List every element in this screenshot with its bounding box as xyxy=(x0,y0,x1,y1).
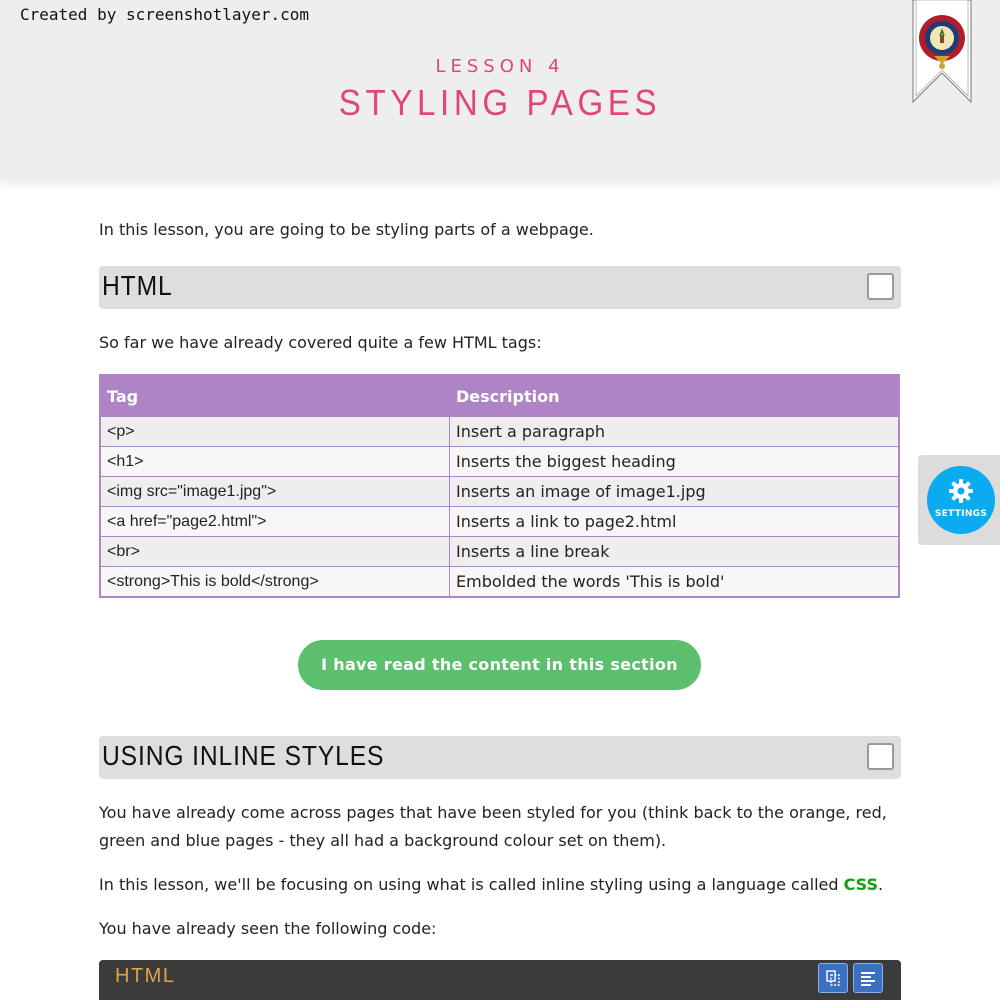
copy-code-button[interactable] xyxy=(818,963,848,993)
table-row xyxy=(100,537,899,567)
settings-panel xyxy=(918,455,1000,545)
description-cell: Embolded the words 'This is bold' xyxy=(450,567,900,598)
gear-icon xyxy=(948,478,974,504)
paragraph-end: . xyxy=(877,875,884,894)
copy-icon xyxy=(819,964,847,992)
section-header-html[interactable] xyxy=(99,266,901,309)
description-cell: Inserts an image of image1.jpg xyxy=(450,477,900,507)
tag-cell: <h1> xyxy=(100,447,450,477)
mark-section-read-button[interactable]: I have read the content in this section xyxy=(298,640,701,690)
table-row xyxy=(100,447,899,477)
column-header-description: Description xyxy=(450,375,900,417)
section-title: USING INLINE STYLES xyxy=(102,740,385,771)
description-cell: Inserts a link to page2.html xyxy=(450,507,900,537)
table-row xyxy=(100,567,899,598)
tag-cell: <img src="image1.jpg"> xyxy=(100,477,450,507)
intro-text: In this lesson, you are going to be styling parts of a webpage. xyxy=(99,220,594,239)
tag-cell: <a href="page2.html"> xyxy=(100,507,450,537)
section-paragraph: You have already come across pages that have been styled for you (think back to the orange, red, green and blue pages - they all had a background colour set on them). xyxy=(99,803,887,850)
page-header xyxy=(0,0,1000,180)
section-paragraph: You have already seen the following code: xyxy=(99,919,437,938)
page-title: STYLING PAGES xyxy=(338,82,662,123)
table-row xyxy=(100,477,899,507)
table-row xyxy=(100,507,899,537)
section-complete-checkbox[interactable] xyxy=(867,273,894,300)
settings-button[interactable] xyxy=(927,466,995,534)
code-language-label: HTML xyxy=(115,965,176,987)
paragraph-text: In this lesson, we'll be focusing on using what is called inline styling using a language called xyxy=(99,875,844,894)
section-header-inline-styles[interactable] xyxy=(99,736,901,779)
css-term: CSS xyxy=(843,875,878,894)
format-code-button[interactable] xyxy=(853,963,883,993)
table-header-row xyxy=(100,375,899,417)
code-block xyxy=(99,960,901,1000)
column-header-tag: Tag xyxy=(100,375,450,417)
credit-text: Created by screenshotlayer.com xyxy=(20,5,309,24)
tag-cell: <br> xyxy=(100,537,450,567)
description-cell: Inserts a line break xyxy=(450,537,900,567)
section-title: HTML xyxy=(102,270,173,301)
tag-cell: <strong>This is bold</strong> xyxy=(100,567,450,598)
table-row xyxy=(100,417,899,447)
description-cell: Inserts the biggest heading xyxy=(450,447,900,477)
section-complete-checkbox[interactable] xyxy=(867,743,894,770)
html-tags-table xyxy=(99,374,900,598)
school-badge-ribbon xyxy=(912,0,972,103)
settings-label: SETTINGS xyxy=(934,509,988,519)
section-paragraph: So far we have already covered quite a few HTML tags: xyxy=(99,333,542,352)
description-cell: Insert a paragraph xyxy=(450,417,900,447)
css-paragraph xyxy=(99,871,899,899)
tag-cell: <p> xyxy=(100,417,450,447)
align-left-icon xyxy=(854,964,882,992)
lesson-number: LESSON 4 xyxy=(435,56,565,77)
